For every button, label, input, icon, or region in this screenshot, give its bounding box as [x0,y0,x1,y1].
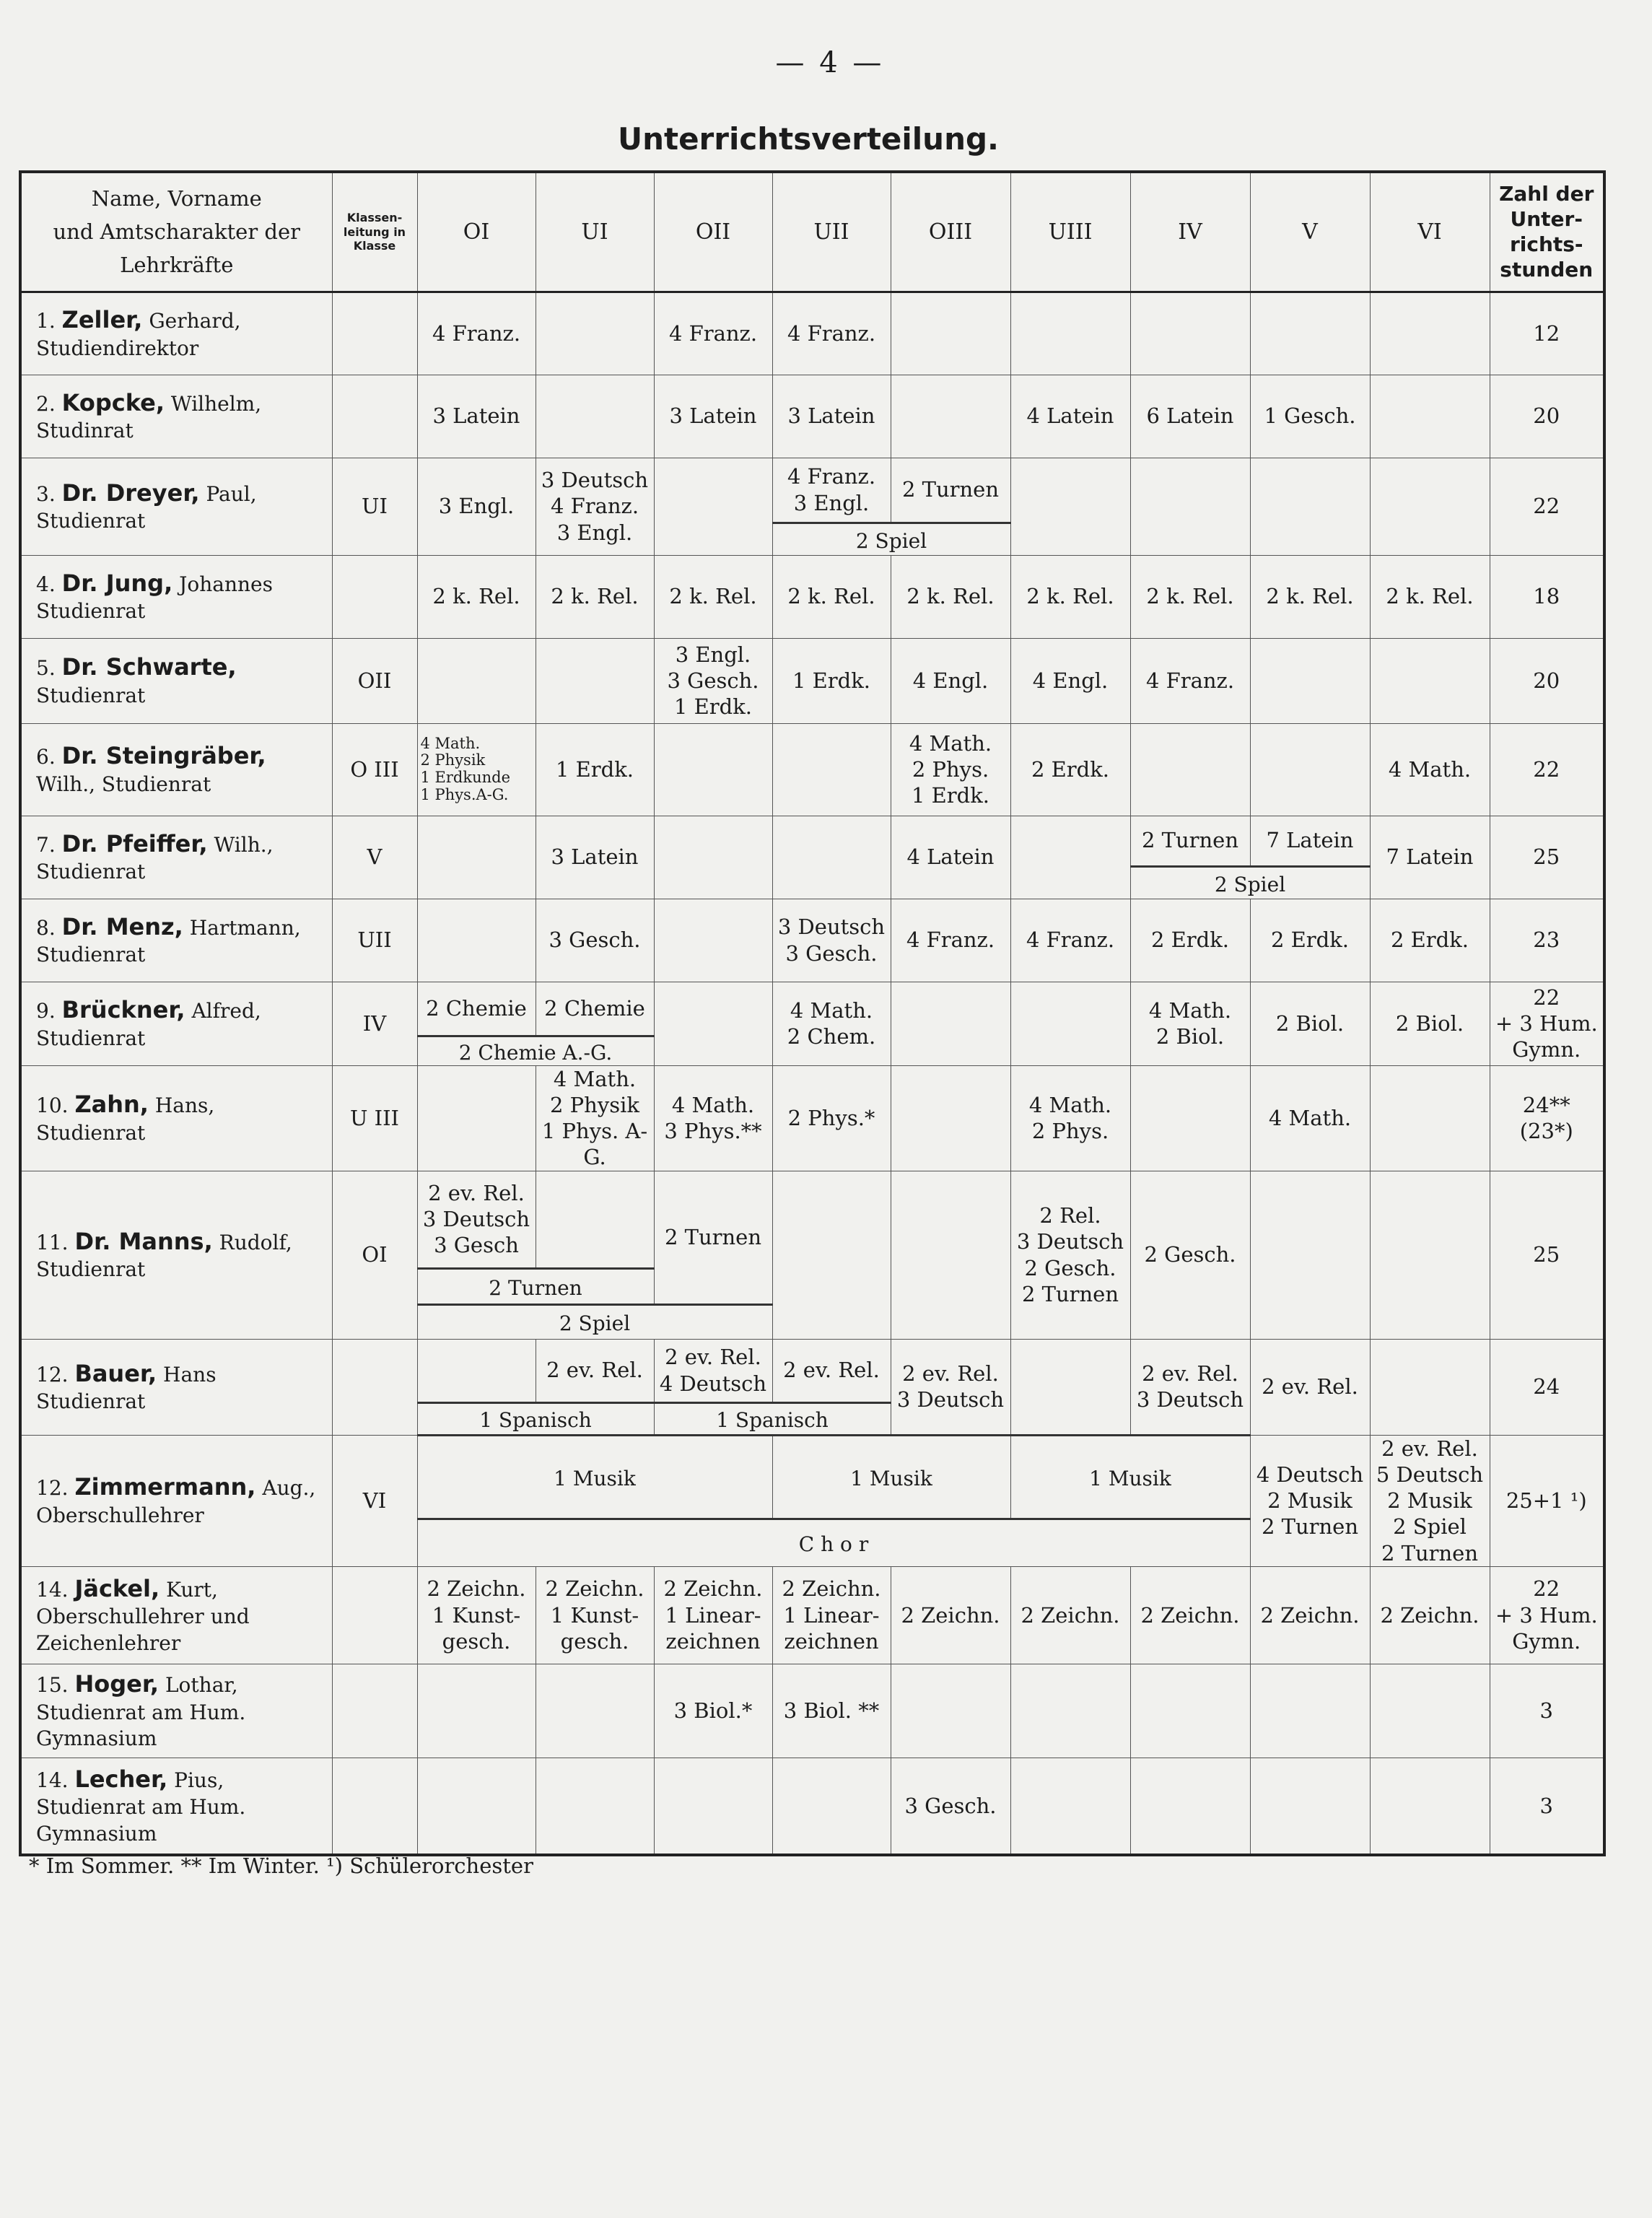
cell-uiii [1010,1339,1130,1435]
cell-ui [536,1171,654,1268]
cell-iv: 4 Math. 2 Biol. [1130,982,1250,1065]
cell-vi: 2 Erdk. [1370,899,1490,982]
class-leadership [332,1566,417,1664]
table-row [20,1758,1604,1855]
teacher-name: 12. Zimmermann, Aug., Oberschullehrer [20,1435,332,1566]
cell-iv: 2 Turnen [1130,816,1250,866]
cell-oii [654,982,772,1065]
cell-oiii: 2 Turnen [891,458,1010,523]
cell-vi: 2 k. Rel. [1370,555,1490,638]
cell-uiii: 4 Engl. [1010,638,1130,723]
cell-uiii [1010,816,1130,899]
cell-v [1250,723,1370,816]
header-class-v: V [1250,172,1370,292]
cell-oii: 2 k. Rel. [654,555,772,638]
cell-oiii: 3 Gesch. [891,1758,1010,1855]
class-leadership: OII [332,638,417,723]
cell-oiii: 4 Latein [891,816,1010,899]
cell-oi [417,1065,536,1171]
header-name: Name, Vorname und Amtscharakter der Lehrkräfte [20,172,332,292]
teacher-name: 12. Bauer, Hans Studienrat [20,1339,332,1435]
shared-lesson: 2 Spiel [417,1304,772,1339]
cell-uiii [1010,1664,1130,1758]
header-class-leadership: Klassen- leitung in Klasse [332,172,417,292]
cell-oi: 4 Math. 2 Physik 1 Erdkunde 1 Phys.A-G. [417,723,536,816]
cell-ui [536,638,654,723]
cell-uii: 3 Biol. ** [772,1664,891,1758]
table-row [20,1171,1604,1268]
header-class-oi: OI [417,172,536,292]
cell-uii: 2 Zeichn. 1 Linear- zeichnen [772,1566,891,1664]
cell-oiii [891,1065,1010,1171]
cell-oii: 2 Zeichn. 1 Linear- zeichnen [654,1566,772,1664]
cell-uiii: 2 Zeichn. [1010,1566,1130,1664]
cell-uiii: 4 Math. 2 Phys. [1010,1065,1130,1171]
cell-uiii [1010,292,1130,375]
cell-oii: 3 Engl. 3 Gesch. 1 Erdk. [654,638,772,723]
teacher-name: 6. Dr. Steingräber, Wilh., Studienrat [20,723,332,816]
table-row [20,458,1604,523]
cell-vi: 4 Math. [1370,723,1490,816]
teacher-name: 11. Dr. Manns, Rudolf, Studienrat [20,1171,332,1339]
header-class-uii: UII [772,172,891,292]
teacher-name: 10. Zahn, Hans, Studienrat [20,1065,332,1171]
table-row [20,723,1604,816]
cell-oiii: 4 Math. 2 Phys. 1 Erdk. [891,723,1010,816]
teacher-name: 1. Zeller, Gerhard, Studiendirektor [20,292,332,375]
cell-iv: 2 Zeichn. [1130,1566,1250,1664]
cell-vi [1370,292,1490,375]
cell-vi: 7 Latein [1370,816,1490,899]
shared-lesson: 2 Spiel [1130,866,1370,899]
cell-ui: 2 k. Rel. [536,555,654,638]
cell-ui: 3 Latein [536,816,654,899]
cell-uii: 4 Math. 2 Chem. [772,982,891,1065]
shared-lesson: 2 Turnen [417,1268,654,1304]
cell-iv: 2 Gesch. [1130,1171,1250,1339]
shared-lesson: 1 Spanisch [654,1402,891,1435]
table-row [20,1065,1604,1171]
cell-oii: 3 Latein [654,375,772,458]
cell-oiii [891,1664,1010,1758]
cell-v [1250,292,1370,375]
total-hours: 25 [1490,1171,1604,1339]
teacher-name: 14. Jäckel, Kurt, Oberschullehrer und Zeichenlehrer [20,1566,332,1664]
shared-lesson: 1 Musik [1010,1435,1250,1519]
header-class-vi: VI [1370,172,1490,292]
cell-iv: 6 Latein [1130,375,1250,458]
cell-v [1250,458,1370,555]
header-class-uiii: UIII [1010,172,1130,292]
cell-vi [1370,458,1490,555]
cell-ui [536,375,654,458]
total-hours: 25+1 ¹) [1490,1435,1604,1566]
cell-uii: 2 k. Rel. [772,555,891,638]
cell-v [1250,1758,1370,1855]
cell-v: 2 Biol. [1250,982,1370,1065]
cell-uiii [1010,982,1130,1065]
cell-v [1250,638,1370,723]
teacher-name: 5. Dr. Schwarte, Studienrat [20,638,332,723]
shared-lesson: 1 Musik [772,1435,1010,1519]
cell-oi [417,638,536,723]
class-leadership: UII [332,899,417,982]
cell-ui: 1 Erdk. [536,723,654,816]
cell-iv: 2 k. Rel. [1130,555,1250,638]
cell-v: 2 Zeichn. [1250,1566,1370,1664]
cell-uiii: 4 Franz. [1010,899,1130,982]
class-leadership [332,555,417,638]
schedule-table [19,170,1606,1856]
table-row [20,555,1604,638]
cell-v: 1 Gesch. [1250,375,1370,458]
class-leadership: IV [332,982,417,1065]
cell-uiii: 2 k. Rel. [1010,555,1130,638]
cell-uiii [1010,1758,1130,1855]
cell-uii: 3 Latein [772,375,891,458]
cell-vi [1370,1664,1490,1758]
cell-uiii: 4 Latein [1010,375,1130,458]
table-row [20,1664,1604,1758]
cell-vi [1370,1758,1490,1855]
shared-lesson: 1 Spanisch [417,1402,654,1435]
cell-iv: 4 Franz. [1130,638,1250,723]
page-title: Unterrichtsverteilung. [617,121,999,157]
cell-uii: 2 ev. Rel. [772,1339,891,1402]
cell-iv: 2 Erdk. [1130,899,1250,982]
cell-uii [772,1171,891,1339]
cell-uiii: 2 Rel. 3 Deutsch 2 Gesch. 2 Turnen [1010,1171,1130,1339]
cell-oi: 3 Latein [417,375,536,458]
cell-vi [1370,1171,1490,1339]
total-hours: 22 [1490,723,1604,816]
cell-oii: 4 Franz. [654,292,772,375]
header-total-hours: Zahl der Unter- richts- stunden [1490,172,1604,292]
cell-oiii [891,375,1010,458]
cell-ui: 2 Chemie [536,982,654,1036]
cell-vi [1370,1339,1490,1435]
total-hours: 22 [1490,458,1604,555]
total-hours: 23 [1490,899,1604,982]
total-hours: 22 + 3 Hum. Gymn. [1490,1566,1604,1664]
class-leadership: O III [332,723,417,816]
class-leadership [332,375,417,458]
cell-uiii: 2 Erdk. [1010,723,1130,816]
cell-v: 2 Erdk. [1250,899,1370,982]
cell-oiii [891,982,1010,1065]
cell-oiii: 4 Franz. [891,899,1010,982]
teacher-name: 4. Dr. Jung, Johannes Studienrat [20,555,332,638]
cell-uii: 2 Phys.* [772,1065,891,1171]
table-row [20,1435,1604,1519]
cell-v [1250,1171,1370,1339]
class-leadership: VI [332,1435,417,1566]
cell-oii [654,723,772,816]
total-hours: 24** (23*) [1490,1065,1604,1171]
total-hours: 22 + 3 Hum. Gymn. [1490,982,1604,1065]
cell-oiii: 4 Engl. [891,638,1010,723]
cell-oiii [891,1171,1010,1339]
total-hours: 18 [1490,555,1604,638]
cell-v: 2 k. Rel. [1250,555,1370,638]
cell-uii: 4 Franz. 3 Engl. [772,458,891,523]
total-hours: 12 [1490,292,1604,375]
cell-v: 2 ev. Rel. [1250,1339,1370,1435]
class-leadership: UI [332,458,417,555]
teacher-name: 8. Dr. Menz, Hartmann, Studienrat [20,899,332,982]
cell-ui: 2 Zeichn. 1 Kunst- gesch. [536,1566,654,1664]
cell-oi: 2 k. Rel. [417,555,536,638]
cell-iv [1130,1065,1250,1171]
header-class-ui: UI [536,172,654,292]
page-number: — 4 — [775,46,885,79]
cell-oii [654,458,772,555]
cell-uiii [1010,458,1130,555]
cell-uii [772,816,891,899]
cell-vi: 2 ev. Rel. 5 Deutsch 2 Musik 2 Spiel 2 Turnen [1370,1435,1490,1566]
cell-oii: 2 ev. Rel. 4 Deutsch [654,1339,772,1402]
teacher-name: 14. Lecher, Pius, Studienrat am Hum. Gymnasium [20,1758,332,1855]
class-leadership [332,1758,417,1855]
cell-oii [654,1758,772,1855]
cell-uii: 3 Deutsch 3 Gesch. [772,899,891,982]
header-class-iv: IV [1130,172,1250,292]
teacher-name: 7. Dr. Pfeiffer, Wilh., Studienrat [20,816,332,899]
cell-oi [417,1758,536,1855]
cell-v: 4 Deutsch 2 Musik 2 Turnen [1250,1435,1370,1566]
cell-iv [1130,1758,1250,1855]
teacher-name: 15. Hoger, Lothar, Studienrat am Hum. Gymnasium [20,1664,332,1758]
cell-ui: 3 Deutsch 4 Franz. 3 Engl. [536,458,654,555]
cell-oi: 2 Chemie [417,982,536,1036]
class-leadership: V [332,816,417,899]
cell-oi: 3 Engl. [417,458,536,555]
cell-vi [1370,375,1490,458]
total-hours: 20 [1490,375,1604,458]
table-row [20,1339,1604,1402]
footnote: * Im Sommer. ** Im Winter. ¹) Schülerorchester [29,1854,533,1878]
cell-oi [417,1339,536,1402]
cell-v: 4 Math. [1250,1065,1370,1171]
cell-oi [417,1664,536,1758]
cell-vi [1370,1065,1490,1171]
header-row [20,172,1604,292]
class-leadership [332,292,417,375]
total-hours: 20 [1490,638,1604,723]
cell-oiii: 2 Zeichn. [891,1566,1010,1664]
total-hours: 3 [1490,1758,1604,1855]
cell-vi: 2 Biol. [1370,982,1490,1065]
cell-v: 7 Latein [1250,816,1370,866]
class-leadership [332,1339,417,1435]
table-row [20,375,1604,458]
total-hours: 24 [1490,1339,1604,1435]
cell-oi: 2 Zeichn. 1 Kunst- gesch. [417,1566,536,1664]
cell-oi [417,899,536,982]
cell-iv [1130,723,1250,816]
cell-oiii: 2 ev. Rel. 3 Deutsch [891,1339,1010,1435]
cell-ui [536,1758,654,1855]
cell-oiii [891,292,1010,375]
header-class-oiii: OIII [891,172,1010,292]
cell-oii: 3 Biol.* [654,1664,772,1758]
cell-oii [654,899,772,982]
cell-oii: 2 Turnen [654,1171,772,1304]
cell-oiii: 2 k. Rel. [891,555,1010,638]
header-class-oii: OII [654,172,772,292]
cell-ui: 2 ev. Rel. [536,1339,654,1402]
cell-v [1250,1664,1370,1758]
teacher-name: 2. Kopcke, Wilhelm, Studinrat [20,375,332,458]
cell-oi [417,816,536,899]
cell-ui [536,1664,654,1758]
table-row [20,638,1604,723]
cell-oi: 2 ev. Rel. 3 Deutsch 3 Gesch [417,1171,536,1268]
cell-uii: 4 Franz. [772,292,891,375]
cell-oii [654,816,772,899]
cell-ui [536,292,654,375]
table-row [20,982,1604,1036]
cell-ui: 4 Math. 2 Physik 1 Phys. A-G. [536,1065,654,1171]
shared-lesson-choir: C h o r [417,1519,1250,1566]
total-hours: 3 [1490,1664,1604,1758]
cell-iv: 2 ev. Rel. 3 Deutsch [1130,1339,1250,1435]
cell-iv [1130,1664,1250,1758]
cell-vi [1370,638,1490,723]
table-row [20,816,1604,866]
shared-lesson: 2 Spiel [772,523,1010,555]
table-row [20,899,1604,982]
cell-iv [1130,292,1250,375]
class-leadership [332,1664,417,1758]
cell-oi: 4 Franz. [417,292,536,375]
total-hours: 25 [1490,816,1604,899]
shared-lesson: 1 Musik [417,1435,772,1519]
cell-oii: 4 Math. 3 Phys.** [654,1065,772,1171]
cell-ui: 3 Gesch. [536,899,654,982]
cell-uii [772,1758,891,1855]
cell-uii: 1 Erdk. [772,638,891,723]
table-row [20,1566,1604,1664]
teacher-name: 9. Brückner, Alfred, Studienrat [20,982,332,1065]
teacher-name: 3. Dr. Dreyer, Paul, Studienrat [20,458,332,555]
cell-vi: 2 Zeichn. [1370,1566,1490,1664]
cell-iv [1130,458,1250,555]
table-row [20,292,1604,375]
class-leadership: OI [332,1171,417,1339]
cell-uii [772,723,891,816]
class-leadership: U III [332,1065,417,1171]
shared-lesson: 2 Chemie A.-G. [417,1036,654,1065]
